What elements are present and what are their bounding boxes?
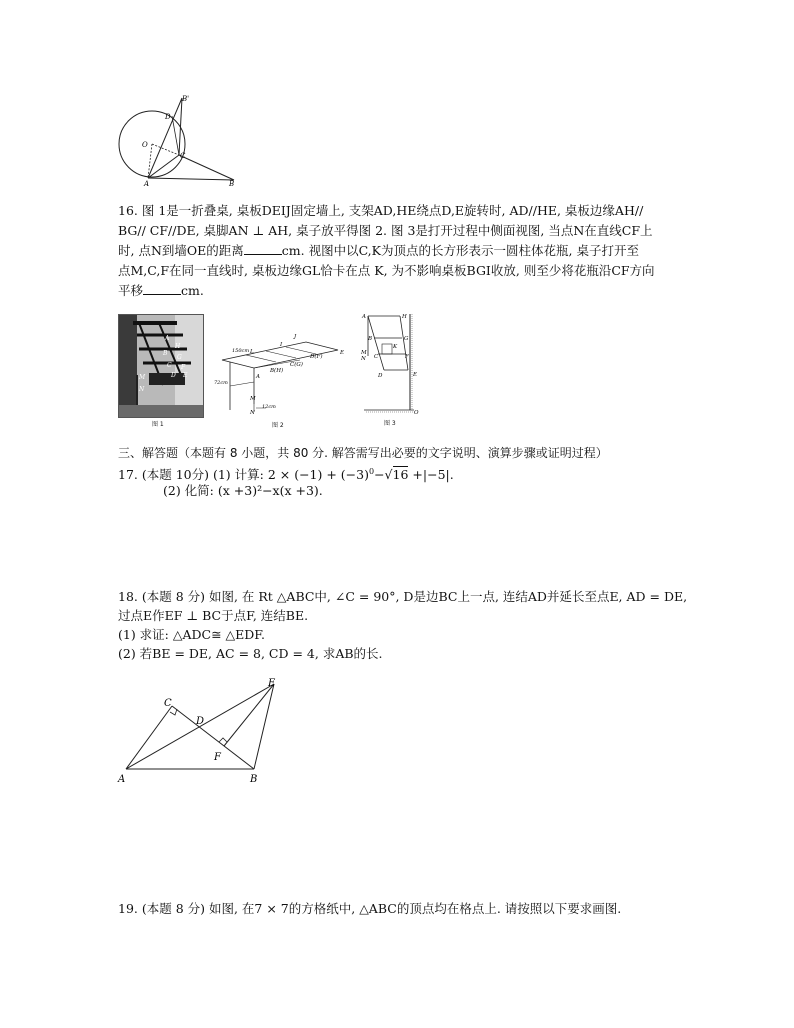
fig3-label-h: H	[402, 314, 407, 320]
fig1-label-m: M	[139, 374, 146, 381]
figure-3-diagram	[360, 310, 424, 418]
label-c: C	[180, 152, 186, 160]
fig2-label-cg: C(G)	[290, 362, 303, 368]
q16-line4: 点M,C,F在同一直线时, 桌板边缘GL恰卡在点 K, 为不影响桌板BGI收放, 则至少将花瓶沿CF方向	[118, 263, 655, 278]
label-o: O	[142, 141, 148, 149]
fig2-label-150cm: 150cm	[232, 348, 250, 354]
fig2-label-l: L	[250, 349, 254, 355]
fig1-label-g: G	[177, 354, 182, 361]
fig3-label-m: M	[361, 350, 367, 356]
label-b: B	[229, 180, 235, 188]
label-a: A	[144, 180, 150, 188]
figure-1-photo	[118, 314, 204, 418]
fig2-label-i: I	[280, 342, 283, 348]
fig2-label-bh: B(H)	[270, 368, 284, 374]
fig3-label-a: A	[362, 314, 366, 320]
q16-line3-post: cm. 视图中以C,K为顶点的长方形表示一圆柱体花瓶, 桌子打开至	[281, 243, 639, 258]
figure-3-caption: 图 3	[384, 420, 396, 427]
fig1-label-c: C	[167, 362, 172, 369]
q17-line1-pre: 17. (本题 10分) (1) 计算: 2 × (−1) + (−3)	[118, 467, 369, 483]
fig3-label-o: O	[414, 410, 419, 416]
q18-triangle-figure	[114, 674, 286, 788]
figure-2-caption: 图 2	[272, 422, 284, 429]
q17-line2: (2) 化简: (x +3)²−x(x +3).	[163, 483, 323, 498]
folding-table-photo-drawing	[119, 315, 203, 417]
q17-exponent: 0	[368, 467, 375, 476]
q17-line1-mid: −√	[374, 467, 393, 483]
q16-line3-pre: 时, 点N到墙OE的距离	[118, 243, 244, 258]
fig3-label-e: E	[413, 372, 418, 378]
fig2-label-df: D(F)	[310, 354, 323, 360]
fig3-label-c: C	[374, 354, 379, 360]
q16-line2: BG// CF//DE, 桌脚AN ⊥ AH, 桌子放平得图 2. 图 3是打开过程中侧面视图, 当点N在直线CF上	[118, 223, 653, 238]
fig1-label-f: F	[181, 364, 186, 371]
answer-blank-1[interactable]	[244, 243, 282, 255]
fig1-label-e: E	[183, 372, 188, 379]
label-d: D	[165, 113, 171, 121]
fig3-label-g: G	[404, 336, 409, 342]
fig2-label-n: N	[250, 410, 255, 416]
q16-line5	[118, 282, 204, 300]
q18-line2: 过点E作EF ⊥ BC于点F, 连结BE.	[118, 608, 309, 623]
fig1-label-h: H	[175, 343, 181, 350]
q16-line1: 16. 图 1是一折叠桌, 桌板DEIJ固定墙上, 支架AD,HE绕点D,E旋转时, AD//HE, 桌板边缘AH//	[118, 203, 644, 218]
fig2-label-j: J	[294, 334, 297, 340]
answer-blank-2[interactable]	[143, 283, 181, 295]
q17-line1	[118, 463, 454, 484]
q18-label-e: E	[268, 678, 276, 689]
fig2-label-a: A	[256, 374, 260, 380]
fig3-label-b: B	[368, 336, 373, 342]
label-b-prime: B'	[182, 95, 190, 103]
q16-line5-pre: 平移	[118, 283, 144, 298]
figure-2-diagram	[210, 326, 350, 422]
fig1-label-n: N	[139, 386, 145, 393]
q16-line5-post: cm.	[181, 283, 204, 298]
q19-line1: 19. (本题 8 分) 如图, 在7 × 7的方格纸中, △ABC的顶点均在格点上. 请按照以下要求画图.	[118, 901, 622, 916]
fig2-label-12cm: 12cm	[262, 404, 276, 410]
q18-label-a: A	[118, 774, 126, 785]
section-3-heading: 三、解答题（本题有 8 小题，共 80 分. 解答需写出必要的文字说明、演算步骤或证明过程）	[118, 446, 608, 460]
fig3-label-f: F	[405, 354, 409, 360]
q18-line3: (1) 求证: △ADC≅ △EDF.	[118, 627, 265, 642]
fig2-label-e: E	[340, 350, 345, 356]
fig1-label-b: B	[163, 350, 168, 357]
q18-line1: 18. (本题 8 分) 如图, 在 Rt △ABC中, ∠C = 90°, D是边BC上一点, 连结AD并延长至点E, AD = DE,	[118, 589, 688, 604]
fig2-label-72cm: 72cm	[214, 380, 228, 386]
fig3-label-d: D	[378, 373, 383, 379]
q18-label-b: B	[250, 774, 258, 785]
q18-label-c: C	[164, 698, 172, 709]
fig2-label-m: M	[250, 396, 256, 402]
q17-line1-post: +|−5|.	[408, 467, 454, 483]
fig3-label-n: N	[361, 356, 366, 362]
circle-tangent-figure	[112, 92, 242, 188]
q18-label-f: F	[214, 752, 221, 763]
q18-line4: (2) 若BE = DE, AC = 8, CD = 4, 求AB的长.	[118, 646, 383, 661]
q18-label-d: D	[196, 716, 205, 727]
fig1-label-a: A	[165, 335, 170, 342]
fig3-label-k: K	[393, 344, 398, 350]
figure-1-caption: 图 1	[152, 421, 164, 428]
fig1-label-d: D	[171, 372, 176, 379]
q16-line3	[118, 242, 639, 260]
q17-radicand: 16	[392, 467, 409, 483]
